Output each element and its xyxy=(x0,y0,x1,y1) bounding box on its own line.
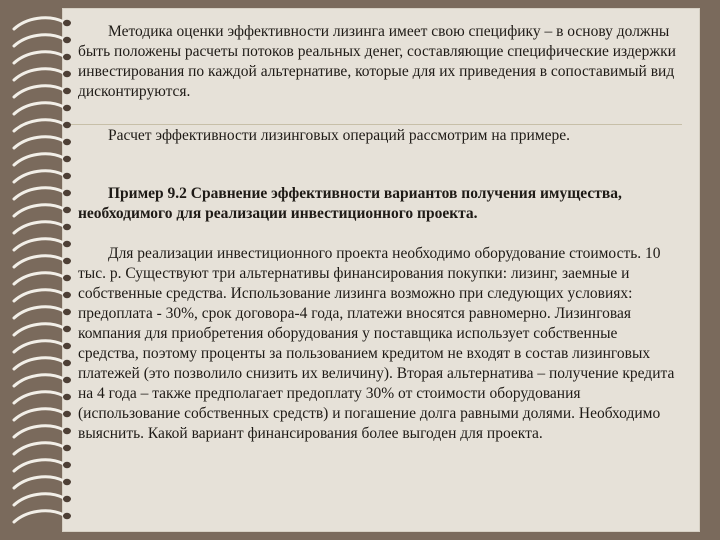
spiral-coil xyxy=(14,392,64,403)
spiral-coil xyxy=(14,222,64,233)
spiral-hole xyxy=(63,258,71,264)
spiral-coil xyxy=(14,460,64,471)
spiral-coil xyxy=(14,103,64,114)
spiral-coil xyxy=(14,18,64,29)
spiral-hole xyxy=(63,224,71,230)
spiral-hole xyxy=(63,37,71,43)
spiral-hole xyxy=(63,462,71,468)
spiral-hole xyxy=(63,190,71,196)
spiral-coil xyxy=(14,324,64,335)
spiral-coil xyxy=(14,477,64,488)
spiral-coil xyxy=(14,154,64,165)
spiral-coil xyxy=(14,409,64,420)
spiral-coil xyxy=(14,426,64,437)
spiral-hole xyxy=(63,207,71,213)
spiral-hole xyxy=(63,20,71,26)
spiral-hole xyxy=(63,343,71,349)
spiral-coil xyxy=(14,188,64,199)
spiral-hole xyxy=(63,326,71,332)
spiral-hole xyxy=(63,241,71,247)
spiral-hole xyxy=(63,445,71,451)
intro-paragraph: Методика оценки эффективности лизинга имеет свою специфику – в основу должны быть положены расчеты потоков реальных денег, составляющие специфические издержки инвестирования по каждой альтернативе, которые для их приведения в сопоставимый вид дисконтируются. xyxy=(78,23,676,100)
spiral-coil xyxy=(14,86,64,97)
example-heading: Пример 9.2 Сравнение эффективности вариантов получения имущества, необходимого для реализации инвестиционного проекта. xyxy=(78,185,622,222)
spiral-hole xyxy=(63,156,71,162)
spiral-coil xyxy=(14,120,64,131)
spiral-coil xyxy=(14,273,64,284)
example-body-paragraph: Для реализации инвестиционного проекта необходимо оборудование стоимость. 10 тыс. р. Существуют три альтернативы финансирования покупки: лизинг, заемные и собственные средства. Использование лизинга возможно при следующих условиях: предоплата - 30%, срок договора-4 года, платежи вносятся равномерно. Лизинговая компания для приобретения оборудования у поставщика использует собственные средства, поэтому проценты за пользованием кредитом не входят в состав лизинговых платежей (это позволило снизить их величину). Вторая альтернатива – получение кредита на 4 года – также предполагает предоплату 30% от стоимости оборудования (использование собственных средств) и погашение долга равными долями. Необходимо выяснить. Какой вариант финансирования более выгоден для проекта. xyxy=(78,245,675,442)
spiral-hole xyxy=(63,377,71,383)
spiral-coil xyxy=(14,69,64,80)
spiral-hole xyxy=(63,428,71,434)
spiral-coil xyxy=(14,256,64,267)
spiral-hole xyxy=(63,513,71,519)
example-intro-paragraph: Расчет эффективности лизинговых операций рассмотрим на примере. xyxy=(108,127,570,144)
spiral-coil xyxy=(14,205,64,216)
spiral-coil xyxy=(14,307,64,318)
spiral-coil xyxy=(14,443,64,454)
spiral-coil xyxy=(14,239,64,250)
slide-text-body xyxy=(78,22,678,444)
spiral-hole xyxy=(63,88,71,94)
spiral-hole xyxy=(63,122,71,128)
spiral-hole xyxy=(63,105,71,111)
spiral-coil xyxy=(14,341,64,352)
spiral-coil xyxy=(14,52,64,63)
spiral-hole xyxy=(63,411,71,417)
spiral-coil xyxy=(14,494,64,505)
spiral-coil xyxy=(14,35,64,46)
spiral-hole xyxy=(63,139,71,145)
spiral-hole xyxy=(63,71,71,77)
spiral-coil xyxy=(14,358,64,369)
spiral-hole xyxy=(63,496,71,502)
spiral-coil xyxy=(14,290,64,301)
spiral-coil xyxy=(14,375,64,386)
spiral-hole xyxy=(63,479,71,485)
spiral-hole xyxy=(63,309,71,315)
spiral-hole xyxy=(63,173,71,179)
spiral-hole xyxy=(63,54,71,60)
spiral-coil xyxy=(14,511,64,522)
spiral-hole xyxy=(63,275,71,281)
spiral-hole xyxy=(63,360,71,366)
spiral-coil xyxy=(14,137,64,148)
spiral-hole xyxy=(63,394,71,400)
spiral-binding-icon xyxy=(0,0,90,540)
spiral-hole xyxy=(63,292,71,298)
spiral-coil xyxy=(14,171,64,182)
